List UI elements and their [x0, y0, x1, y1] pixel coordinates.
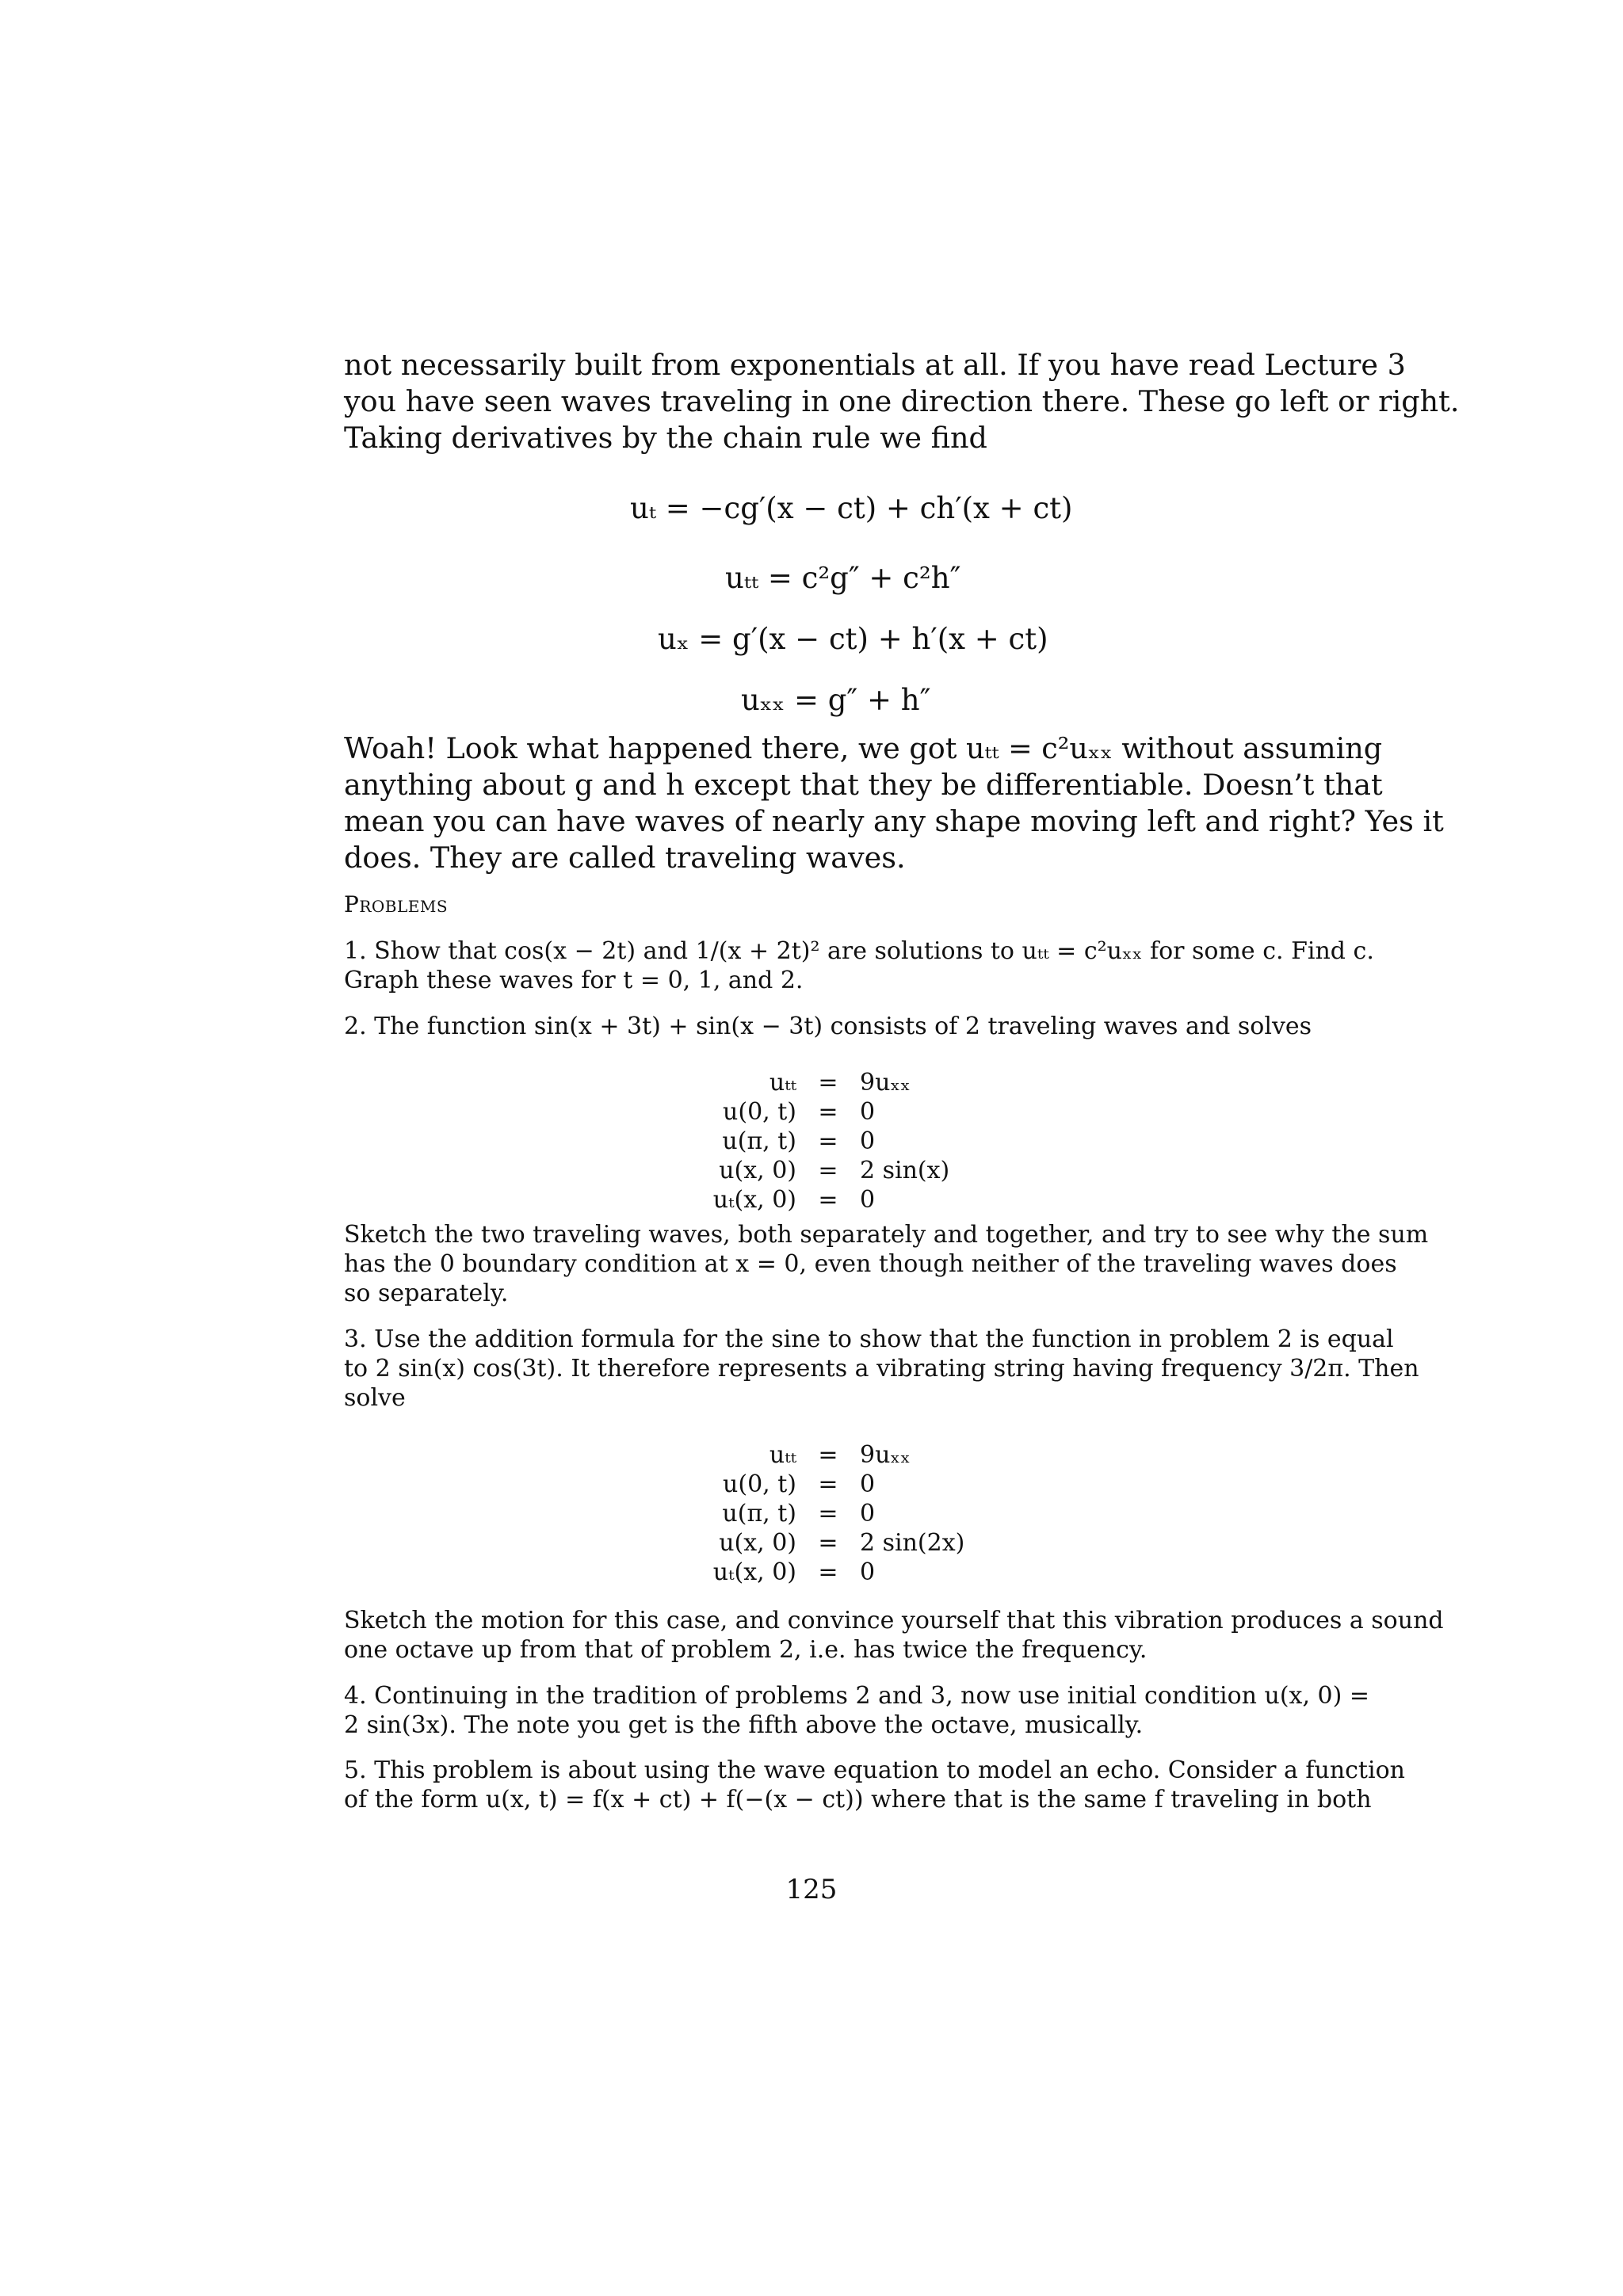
- system-row: u(π, t) = 0: [722, 1127, 876, 1155]
- problem-line: 2 sin(3x). The note you get is the fifth above the octave, musically.: [344, 1711, 1144, 1739]
- page-number: 125: [785, 1874, 838, 1905]
- problem-line: one octave up from that of problem 2, i.e. has twice the frequency.: [344, 1636, 1148, 1664]
- system-row: u(0, t) = 0: [723, 1470, 876, 1498]
- problem-line: 2. The function sin(x + 3t) + sin(x − 3t) consists of 2 traveling waves and solves: [344, 1013, 1312, 1040]
- problem-line: of the form u(x, t) = f(x + ct) + f(−(x − ct)) where that is the same f traveling in both: [344, 1786, 1372, 1814]
- system-row: u(0, t) = 0: [723, 1098, 876, 1126]
- system-row: u(x, 0) = 2 sin(2x): [719, 1529, 965, 1557]
- equation-system-2: [646, 1440, 964, 1587]
- problem-line: Graph these waves for t = 0, 1, and 2.: [344, 967, 804, 994]
- equation-utt: uₜₜ = c²g″ + c²h″: [725, 561, 961, 595]
- section-title: Problems: [344, 891, 449, 917]
- intro-paragraph: [344, 347, 1460, 456]
- problem-line: 5. This problem is about using the wave equation to model an echo. Consider a function: [344, 1756, 1405, 1784]
- problem-line: has the 0 boundary condition at x = 0, even though neither of the traveling waves does: [344, 1250, 1397, 1278]
- system-row: uₜₜ = 9uₓₓ: [769, 1441, 911, 1469]
- intro-line: not necessarily built from exponentials at all. If you have read Lecture 3: [344, 348, 1406, 382]
- problem-5: [344, 1756, 1405, 1814]
- problem-line: 1. Show that cos(x − 2t) and 1/(x + 2t)² are solutions to uₜₜ = c²uₓₓ for some c. Find c.: [344, 937, 1374, 965]
- system-row: u(π, t) = 0: [722, 1500, 876, 1527]
- system-row: uₜ(x, 0) = 0: [712, 1558, 876, 1586]
- woah-line: mean you can have waves of nearly any shape moving left and right? Yes it: [344, 804, 1444, 838]
- intro-line: you have seen waves traveling in one direction there. These go left or right.: [344, 384, 1460, 418]
- problem-line: 3. Use the addition formula for the sine to show that the function in problem 2 is equal: [344, 1325, 1394, 1353]
- problem-line: Sketch the motion for this case, and convince yourself that this vibration produces a sound: [344, 1607, 1444, 1634]
- problem-2: [344, 1012, 1327, 1041]
- problem-line: 4. Continuing in the tradition of problems 2 and 3, now use initial condition u(x, 0) =: [344, 1682, 1369, 1710]
- woah-line: Woah! Look what happened there, we got uₜₜ = c²uₓₓ without assuming: [344, 731, 1383, 765]
- system-row: u(x, 0) = 2 sin(x): [719, 1157, 950, 1184]
- equation-ux: uₓ = g′(x − ct) + h′(x + ct): [658, 622, 1048, 656]
- problem-2-continued: [344, 1220, 1429, 1308]
- problem-line: solve: [344, 1384, 406, 1412]
- woah-paragraph: [344, 730, 1444, 876]
- problem-4: [344, 1681, 1369, 1740]
- problem-line: so separately.: [344, 1280, 509, 1307]
- intro-line: Taking derivatives by the chain rule we find: [344, 421, 987, 455]
- problem-1: [344, 936, 1374, 995]
- equation-system-1: [646, 1068, 949, 1215]
- woah-line: does. They are called traveling waves.: [344, 841, 906, 875]
- problem-3: [344, 1325, 1419, 1413]
- problem-line: to 2 sin(x) cos(3t). It therefore represents a vibrating string having frequency 3/2π. Then: [344, 1355, 1419, 1383]
- woah-line: anything about g and h except that they be differentiable. Doesn’t that: [344, 768, 1383, 802]
- system-row: uₜₜ = 9uₓₓ: [769, 1069, 911, 1097]
- system-row: uₜ(x, 0) = 0: [712, 1186, 876, 1214]
- equation-uxx: uₓₓ = g″ + h″: [741, 683, 931, 717]
- equation-ut: uₜ = −cg′(x − ct) + ch′(x + ct): [630, 491, 1073, 525]
- problem-line: Sketch the two traveling waves, both separately and together, and try to see why the sum: [344, 1221, 1429, 1249]
- problem-3-continued: [344, 1606, 1444, 1665]
